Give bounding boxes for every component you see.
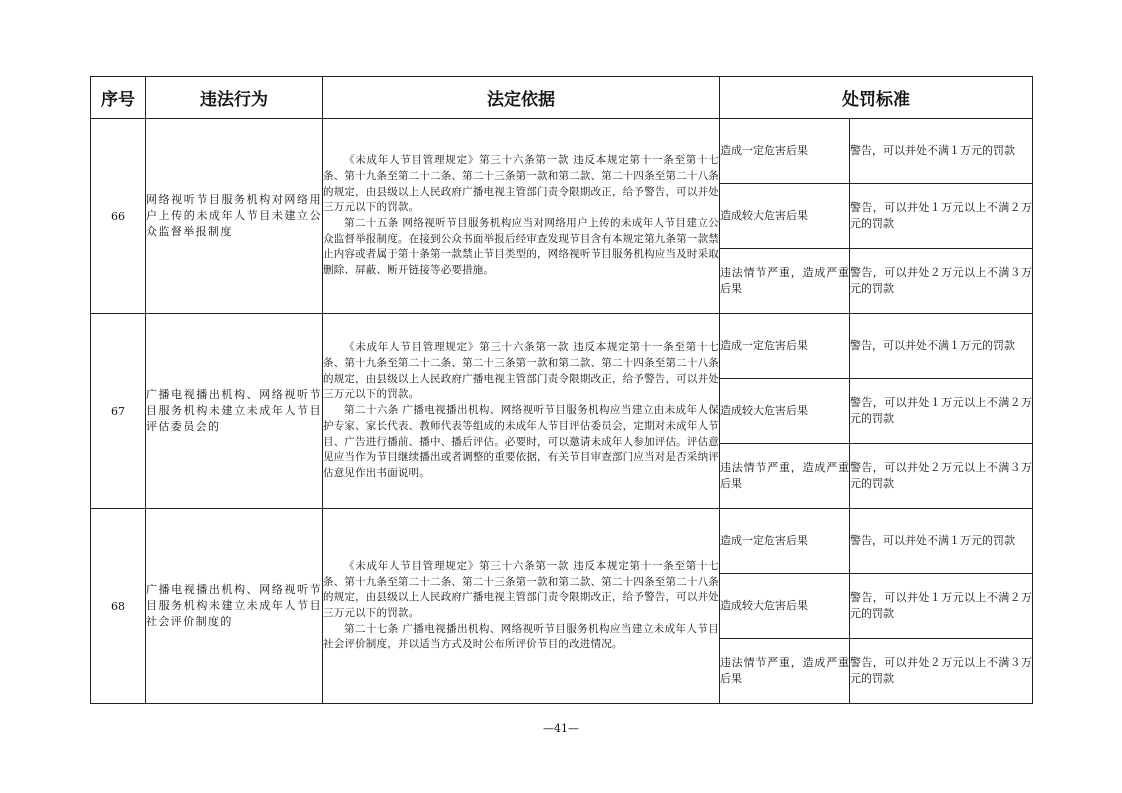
header-penalty: 处罚标准 [720,77,1033,119]
row-act: 广播电视播出机构、网络视听节目服务机构未建立未成年人节目社会评价制度的 [146,509,323,704]
penalty-standard: 警告，可以并处２万元以上不满３万元的罚款 [850,444,1033,509]
header-seq: 序号 [91,77,146,119]
row-seq: 66 [91,119,146,314]
penalty-condition: 造成一定危害后果 [720,119,850,184]
penalty-condition: 造成较大危害后果 [720,574,850,639]
penalty-standard: 警告，可以并处２万元以上不满３万元的罚款 [850,249,1033,314]
penalty-standard: 警告，可以并处１万元以上不满２万元的罚款 [850,574,1033,639]
row-basis [323,509,720,704]
row-seq: 67 [91,314,146,509]
row-act: 广播电视播出机构、网络视听节目服务机构未建立未成年人节目评估委员会的 [146,314,323,509]
row-basis [323,119,720,314]
penalty-condition: 造成较大危害后果 [720,184,850,249]
penalty-standard: 警告，可以并处１万元以上不满２万元的罚款 [850,184,1033,249]
header-act: 违法行为 [146,77,323,119]
row-basis [323,314,720,509]
table-row [91,509,1033,574]
penalty-standard: 警告，可以并处不满１万元的罚款 [850,509,1033,574]
basis-paragraph: 第二十六条 广播电视播出机构、网络视听节目服务机构应当建立由未成年人保护专家、家长代表、教师代表等组成的未成年人节目评估委员会，定期对未成年人节目、广告进行播前、播中、播后评估。必要时，可以邀请未成年人参加评估。评估意见应当作为节目继续播出或者调整的重要依据，有关节目审查部门应当对是否采纳评估意见作出书面说明。 [323,404,719,479]
penalty-standard: 警告，可以并处２万元以上不满３万元的罚款 [850,639,1033,704]
page-number: —41— [543,722,579,735]
penalty-condition: 违法情节严重，造成严重后果 [720,444,850,509]
basis-paragraph: 《未成年人节目管理规定》第三十六条第一款 违反本规定第十一条至第十七条、第十九条至第二十二条、第二十三条第一款和第二款、第二十四条至第二十八条的规定，由县级以上人民政府广播电视主管部门责令限期改正，给予警告，可以并处三万元以下的罚款。 [323,341,719,401]
penalty-condition: 造成较大危害后果 [720,379,850,444]
table-header-row [91,77,1033,119]
row-seq: 68 [91,509,146,704]
penalty-table [90,76,1033,704]
table-row [91,314,1033,379]
header-basis: 法定依据 [323,77,720,119]
basis-paragraph: 《未成年人节目管理规定》第三十六条第一款 违反本规定第十一条至第十七条、第十九条至第二十二条、第二十三条第一款和第二款、第二十四条至第二十八条的规定，由县级以上人民政府广播电视主管部门责令限期改正，给予警告，可以并处三万元以下的罚款。 [323,559,719,619]
basis-paragraph: 第二十七条 广播电视播出机构、网络视听节目服务机构应当建立未成年人节目社会评价制度，并以适当方式及时公布所评价节目的改进情况。 [323,622,719,651]
penalty-condition: 违法情节严重，造成严重后果 [720,249,850,314]
penalty-standard: 警告，可以并处不满１万元的罚款 [850,314,1033,379]
basis-paragraph: 第二十五条 网络视听节目服务机构应当对网络用户上传的未成年人节目建立公众监督举报制度。在接到公众书面举报后经审查发现节目含有本规定第九条第一款禁止内容或者属于第十条第一款禁止节目类型的，网络视听节目服务机构应当及时采取删除、屏蔽、断开链接等必要措施。 [323,217,719,277]
table-row [91,119,1033,184]
penalty-standard: 警告，可以并处不满１万元的罚款 [850,119,1033,184]
penalty-standard: 警告，可以并处１万元以上不满２万元的罚款 [850,379,1033,444]
penalty-condition: 违法情节严重，造成严重后果 [720,639,850,704]
penalty-condition: 造成一定危害后果 [720,509,850,574]
basis-paragraph: 《未成年人节目管理规定》第三十六条第一款 违反本规定第十一条至第十七条、第十九条至第二十二条、第二十三条第一款和第二款、第二十四条至第二十八条的规定，由县级以上人民政府广播电视主管部门责令限期改正，给予警告，可以并处三万元以下的罚款。 [323,154,719,214]
row-act: 网络视听节目服务机构对网络用户上传的未成年人节目未建立公众监督举报制度 [146,119,323,314]
penalty-condition: 造成一定危害后果 [720,314,850,379]
